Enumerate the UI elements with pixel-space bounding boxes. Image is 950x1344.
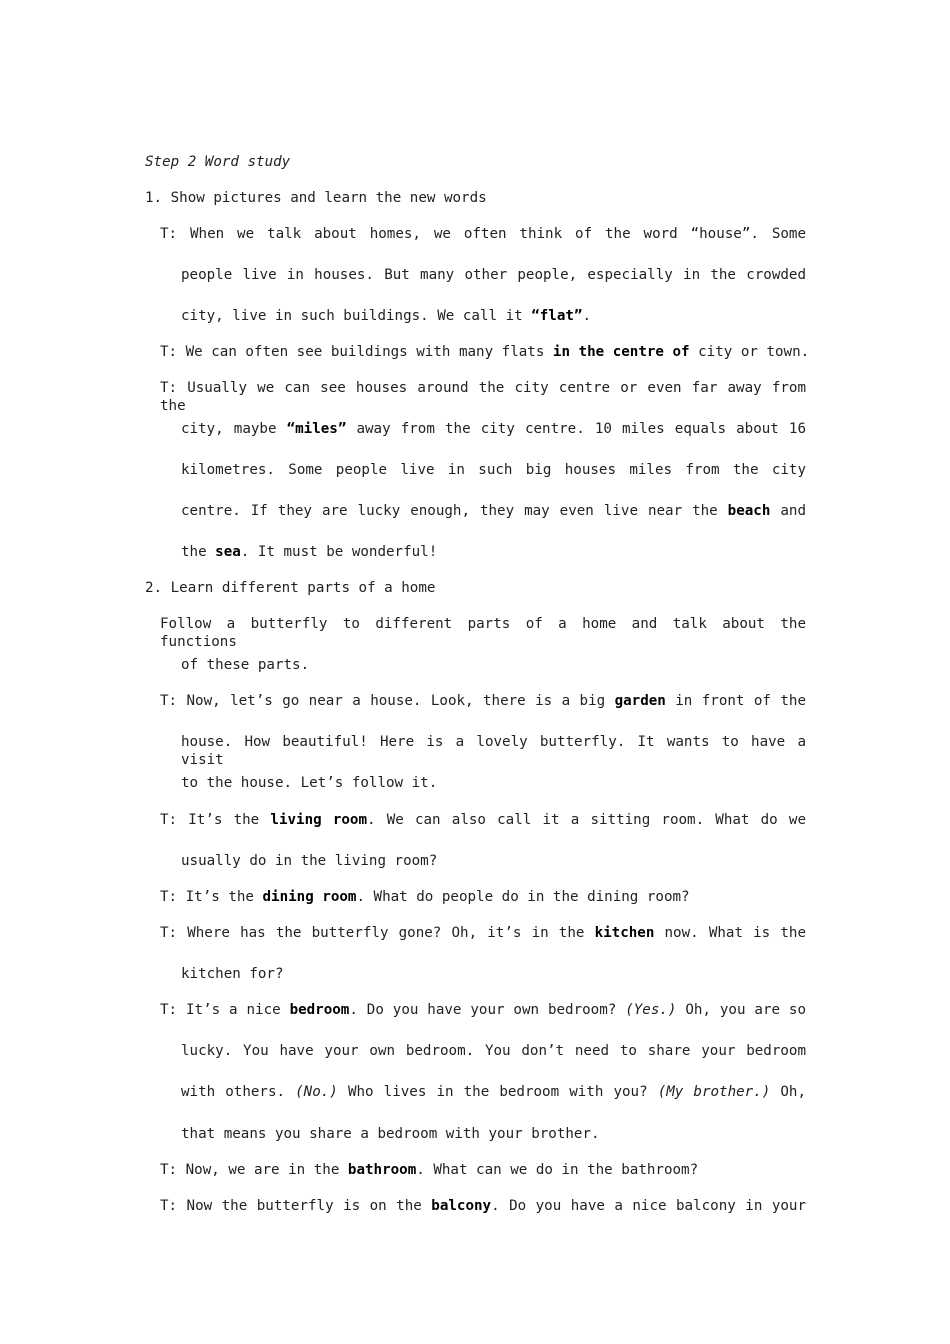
teacher-line-cont: lucky. You have your own bedroom. You don’t need to share your bedroom <box>181 1043 806 1059</box>
teacher-line <box>160 811 806 829</box>
text: . It must be wonderful! <box>240 544 438 560</box>
text: city, maybe <box>181 421 287 437</box>
text: T: When we talk about homes, we often think of the word <box>160 226 691 242</box>
text: T: Where has the butterfly gone? Oh, it’s in the <box>160 925 595 941</box>
teacher-line <box>160 1001 806 1019</box>
teacher-line-cont <box>181 543 437 561</box>
teacher-line <box>160 1161 698 1179</box>
teacher-line-cont: people live in houses. But many other people, especially in the crowded <box>181 267 806 283</box>
text: T: Now the butterfly is on the <box>160 1198 432 1214</box>
student-answer: (Yes.) <box>625 1002 677 1018</box>
text: Oh, you are so <box>676 1002 807 1018</box>
teacher-line <box>160 343 809 361</box>
text: city, live in such buildings. We call it <box>181 308 532 324</box>
quoted-word: “house”. Some <box>690 226 806 242</box>
instruction-line-cont: of these parts. <box>181 657 310 673</box>
teacher-line-cont: kilometres. Some people live in such big houses miles from the city <box>181 462 806 478</box>
text: and <box>770 503 806 519</box>
teacher-line-cont: kitchen for? <box>181 966 284 982</box>
keyword: dining room <box>262 889 357 905</box>
teacher-line-cont <box>181 420 806 438</box>
teacher-line-cont: to the house. Let’s follow it. <box>181 775 438 791</box>
keyword: bathroom <box>347 1162 417 1178</box>
teacher-line <box>160 1197 806 1215</box>
text: . What do people do in the dining room? <box>356 889 690 905</box>
text: T: Now, we are in the <box>160 1162 348 1178</box>
keyword: living room <box>270 812 367 828</box>
teacher-line-cont: that means you share a bedroom with your brother. <box>181 1126 600 1142</box>
text: T: We can often see buildings with many flats <box>160 344 553 360</box>
text: . What can we do in the bathroom? <box>416 1162 699 1178</box>
text: . <box>582 308 592 324</box>
keyword: kitchen <box>594 925 655 941</box>
text: away from the city centre. 10 miles equals about 16 <box>346 421 806 437</box>
instruction-line: Follow a butterfly to different parts of a home and talk about the functions <box>160 616 806 650</box>
teacher-line: T: Usually we can see houses around the city centre or even far away from the <box>160 380 806 414</box>
teacher-line <box>160 888 690 906</box>
text: now. What is the <box>654 925 806 941</box>
text: Who lives in the bedroom with you? <box>337 1084 658 1100</box>
text: city or town. <box>689 344 810 360</box>
text: Oh, <box>770 1084 807 1100</box>
teacher-line <box>160 924 806 942</box>
keyword: beach <box>727 503 771 519</box>
text: T: It’s the <box>160 889 263 905</box>
section-heading: Step 2 Word study <box>145 154 291 170</box>
text: . Do you have your own bedroom? <box>349 1002 626 1018</box>
text: with others. <box>181 1084 296 1100</box>
text: T: It’s the <box>160 812 271 828</box>
teacher-line <box>160 692 806 710</box>
student-answer: (My brother.) <box>657 1084 771 1100</box>
keyword: in the centre of <box>552 344 690 360</box>
text: T: Now, let’s go near a house. Look, there is a big <box>160 693 615 709</box>
teacher-line-cont <box>181 1083 806 1101</box>
student-answer: (No.) <box>295 1084 338 1100</box>
text: . Do you have a nice balcony in your <box>491 1198 806 1214</box>
text: . We can also call it a sitting room. What do we <box>367 812 806 828</box>
keyword: balcony <box>431 1198 492 1214</box>
keyword: “flat” <box>531 308 583 324</box>
teacher-line-cont <box>181 307 591 325</box>
list-item-2-title: 2. Learn different parts of a home <box>145 580 436 596</box>
text: T: It’s a nice <box>160 1002 290 1018</box>
keyword: bedroom <box>289 1002 350 1018</box>
keyword: “miles” <box>286 421 347 437</box>
text: in front of the <box>665 693 806 709</box>
teacher-line-cont: usually do in the living room? <box>181 853 438 869</box>
text: centre. If they are lucky enough, they may even live near the <box>181 503 728 519</box>
teacher-line-cont <box>181 502 806 520</box>
teacher-line-cont: house. How beautiful! Here is a lovely butterfly. It wants to have a visit <box>181 734 806 768</box>
text: the <box>181 544 216 560</box>
teacher-line <box>160 225 806 243</box>
list-item-1-title: 1. Show pictures and learn the new words <box>145 190 487 206</box>
keyword: sea <box>215 544 241 560</box>
keyword: garden <box>614 693 666 709</box>
